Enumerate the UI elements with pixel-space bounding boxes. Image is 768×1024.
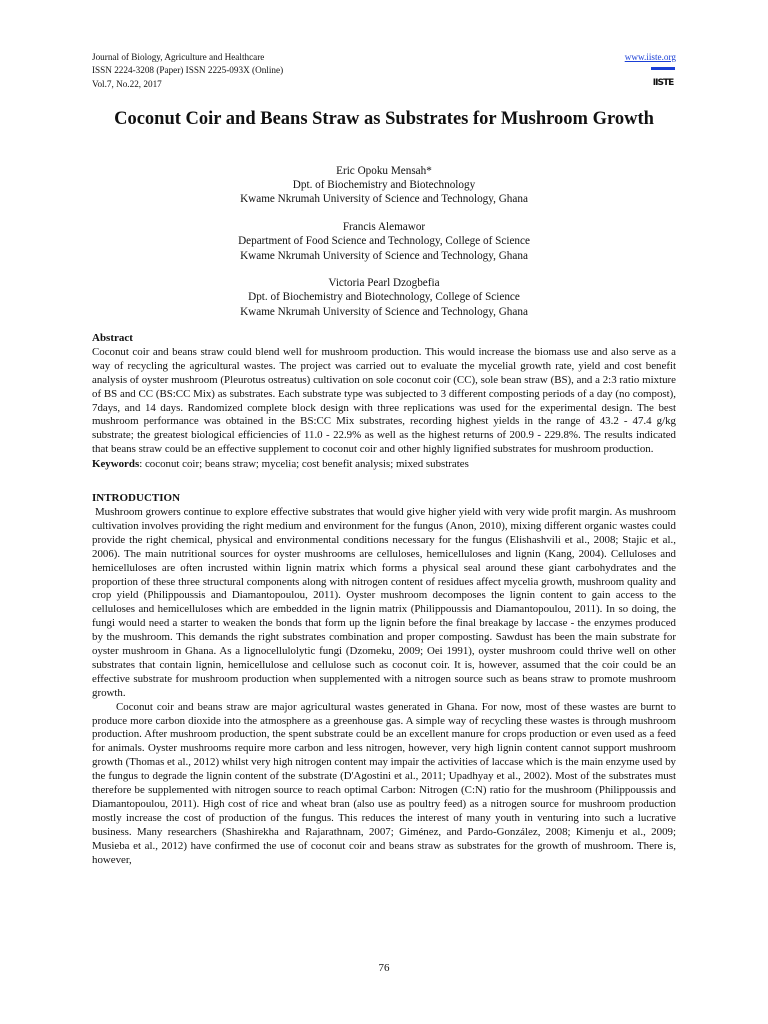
keywords-line [92,458,676,472]
paper-body [92,332,676,868]
journal-header-right [625,51,676,88]
journal-issn: ISSN 2224-3208 (Paper) ISSN 2225-093X (Online) [92,65,284,76]
introduction-paragraph: Mushroom growers continue to explore effective substrates that would give higher yield with very wide profit margin. As mushroom cultivation involves providing the right medium and environment for the fungus (Anon, 2010), mixing different organic wastes could provide the right chemical, physical and environmental conditions necessary for the fungus (Elishashvili et al., 2008; Stajic et al., 2006). The main nutritional sources for oyster mushrooms are celluloses, hemicelluloses and lignin (Kang, 2004). Celluloses and hemicelluloses are often incrusted within lignin matrix which forms a physical seal around these giant carbohydrates and the proportion of these three structural components along with nitrogen content of residues affect mycelia growth, mushroom quality and crop yield (Philippoussis and Diamantopoulou, 2011). Oyster mushroom decomposes the lignin content to gain access to the celluloses and hemicelluloses which are embedded in the lignin matrix (Philippoussis and Diamantopoulou, 2011). In so doing, the fungi would need a starter to weaken the bonds that form up the lignin before the final breakage by laccase - the enzymes produced by the mushroom. This demands the right substrates combination and proper composting. Sawdust has been the main substrate for oyster mushroom in Ghana. As a lignocellulolytic fungi (Dzomeku, 2009; Oei 1991), oyster mushroom could thrive well on other substrates that contain lignin, hemicellulose and cellulose such as coconut coir. It is, however, assumed that the coir could be an effective substrate for mushroom production when supplemented with a nitrogen source such as beans straw to promote mushroom growth. [92,505,676,699]
author-institution: Kwame Nkrumah University of Science and Technology, Ghana [240,193,528,206]
keywords-label: Keywords [92,458,140,471]
logo-text: IISTE [652,78,674,88]
author-name: Francis Alemawor [342,221,426,234]
author-affiliation: Dpt. of Biochemistry and Biotechnology, College of Science [248,291,520,304]
author-affiliation: Dpt. of Biochemistry and Biotechnology [292,179,476,192]
introduction-paragraph: Coconut coir and beans straw are major agricultural wastes generated in Ghana. For now, most of these wastes are burnt to produce more carbon dioxide into the atmosphere as a greenhouse gas. A simple way of recycling these wastes is through mushroom production. After mushroom production, the spent substrate could be an excellent manure for crops production or even used as a feed for animals. Oyster mushrooms require more carbon and less nitrogen, however, very high lignin content cannot support mushroom growth (Thomas et al., 2012) whilst very high nitrogen content may impair the activities of laccase which is the main enzyme used by the fungus to degrade the lignin content of the substrate (D'Agostini et al., 2011; Upadhyay et al., 2002). Most of the substrates must therefore be supplemented with nitrogen source to reach optimal Carbon: Nitrogen (C:N) ratio for the mushroom (Philippoussis and Diamantopoulou, 2011). High cost of rice and wheat bran (also use as poultry feed) as a nitrogen source for mushroom production mostly increase the cost of production of the fungus. This reduces the interest of many youth in venturing into such a lucrative business. Many researchers (Shashirekha and Rajarathnam, 2007; Giménez, and Pardo-González, 2008; Kimenju et al., 2009; Musieba et al., 2012) have confirmed the use of coconut coir and beans straw as substrates for the growth of mushroom. There is, however, [92,700,676,866]
iiste-logo [650,66,676,88]
introduction-heading: INTRODUCTION [92,492,181,505]
author-block [92,276,676,319]
author-name: Eric Opoku Mensah* [336,165,432,177]
logo-bar [651,67,675,70]
journal-volume: Vol.7, No.22, 2017 [92,78,162,89]
author-affiliation: Department of Food Science and Technology, College of Science [238,235,530,248]
author-institution: Kwame Nkrumah University of Science and Technology, Ghana [240,305,528,318]
journal-header [92,51,283,91]
page-number: 76 [378,962,390,974]
author-block [92,220,676,263]
author-name: Victoria Pearl Dzogbefia [328,277,440,290]
abstract-heading: Abstract [92,332,133,344]
keywords-text: : coconut coir; beans straw; mycelia; cost benefit analysis; mixed substrates [139,458,469,471]
author-block [92,164,676,207]
abstract-text: Coconut coir and beans straw could blend well for mushroom production. This would increase the biomass use and also serve as a way of recycling the agricultural wastes. The project was carried out to evaluate the mycelial growth rate, yield and cost benefit analysis of oyster mushroom (Pleurotus ostreatus) cultivation on sole coconut coir (CC), sole bean straw (BS), and a 2:3 ratio mixture of BS and CC (BS:CC Mix) as substrates. Each substrate type was subjected to 3 different composting periods of a day (no compost), 7days, and 14 days. Randomized complete block design with three replications was used for the experimental design. The best mushroom performance was obtained in the BS:CC Mix substrates, recording highest yields in the range of 43.2 - 47.4 g/kg substrate; the greatest biological efficiencies of 11.0 - 22.9% as well as the highest returns of 200.9 - 229.8%. The results indicated that beans straw could be an effective supplement to coconut coir and other highly lignified substrates for mushroom production. [92,345,676,456]
paper-title: Coconut Coir and Beans Straw as Substrates for Mushroom Growth [114,109,654,129]
journal-name: Journal of Biology, Agriculture and Healthcare [92,52,265,62]
website-link[interactable]: www.iiste.org [624,52,676,62]
author-institution: Kwame Nkrumah University of Science and Technology, Ghana [240,249,528,262]
author-list [92,164,676,332]
